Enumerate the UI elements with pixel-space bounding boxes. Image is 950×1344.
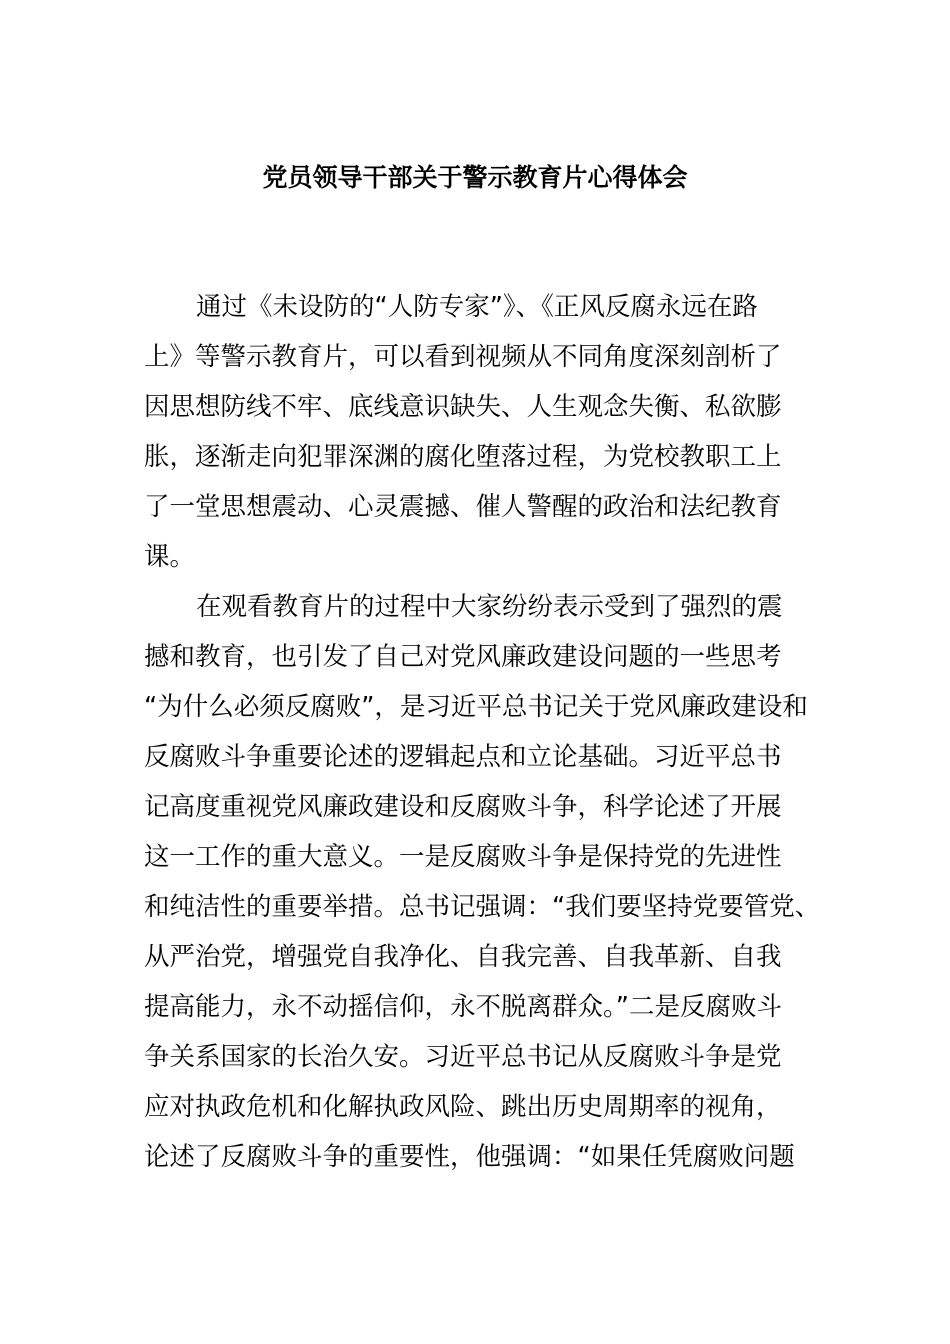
paragraph-2 <box>144 582 821 1182</box>
text-line: 在观看教育片的过程中大家纷纷表示受到了强烈的震 <box>196 592 783 622</box>
text-line: 论述了反腐败斗争的重要性，他强调：“如果任凭腐败问题 <box>144 1142 795 1172</box>
text-line: 课。 <box>144 542 196 572</box>
text-line: 上》等警示教育片，可以看到视频从不同角度深刻剖析了 <box>144 342 782 372</box>
text-line: 应对执政危机和化解执政风险、跳出历史周期率的视角， <box>144 1092 782 1122</box>
document-title: 党员领导干部关于警示教育片心得体会 <box>262 163 688 192</box>
text-line: “为什么必须反腐败”，是习近平总书记关于党风廉政建设和 <box>144 692 808 722</box>
text-line: 反腐败斗争重要论述的逻辑起点和立论基础。习近平总书 <box>144 742 782 772</box>
paragraph-1 <box>144 282 808 582</box>
text-line: 争关系国家的长治久安。习近平总书记从反腐败斗争是党 <box>144 1042 782 1072</box>
text-line: 胀，逐渐走向犯罪深渊的腐化堕落过程，为党校教职工上 <box>144 442 782 472</box>
text-line: 这一工作的重大意义。一是反腐败斗争是保持党的先进性 <box>144 842 782 872</box>
text-line: 撼和教育，也引发了自己对党风廉政建设问题的一些思考 <box>144 642 782 672</box>
text-line: 提高能力，永不动摇信仰，永不脱离群众。”二是反腐败斗 <box>144 992 782 1022</box>
text-line: 和纯洁性的重要举措。总书记强调：“我们要坚持党要管党、 <box>144 892 821 922</box>
document-body <box>144 282 821 1182</box>
text-line: 记高度重视党风廉政建设和反腐败斗争，科学论述了开展 <box>144 792 782 822</box>
text-line: 了一堂思想震动、心灵震撼、催人警醒的政治和法纪教育 <box>144 492 782 522</box>
text-line: 因思想防线不牢、底线意识缺失、人生观念失衡、私欲膨 <box>144 392 782 422</box>
text-line: 通过《未设防的“人防专家”》、《正风反腐永远在路 <box>196 292 758 322</box>
text-line: 从严治党，增强党自我净化、自我完善、自我革新、自我 <box>144 942 782 972</box>
